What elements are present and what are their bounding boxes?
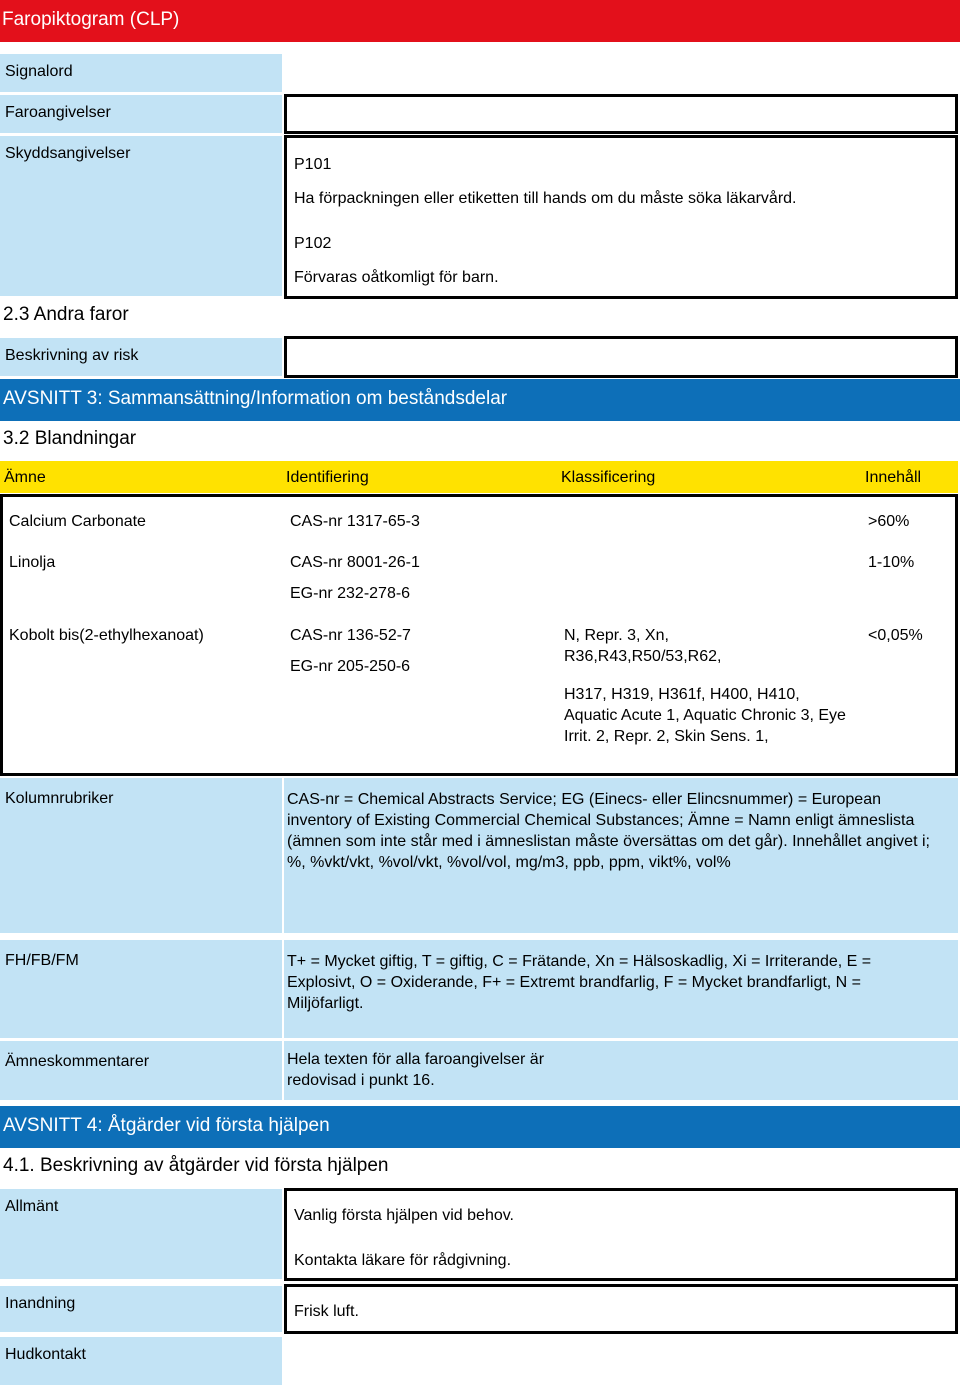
kolumnrubriker-text: CAS-nr = Chemical Abstracts Service; EG (Einecs- eller Elincsnummer) = European inventory of Existing Commercial Chemical Substances; Ämne = Namn enligt ämneslista (ämnen som inte står med i ämneslistan måste översättas om det går). Innehållet angivet i; %, %vkt/vkt, %vol/vkt, %vol/vol, mg/m3, ppb, ppm, vikt%, vol% (287, 791, 930, 871)
label-beskrivning-risk: Beskrivning av risk (0, 338, 282, 376)
label-inandning: Inandning (0, 1286, 282, 1332)
label-skyddsangivelser: Skyddsangivelser (0, 136, 282, 296)
composition-table (0, 494, 958, 776)
header-amne: Ämne (4, 469, 46, 486)
fh-text: T+ = Mycket giftig, T = giftig, C = Frätande, Xn = Hälsoskadlig, Xi = Irriterande, E = Explosivt, O = Oxiderande, F+ = Extremt brandfarlig, F = Mycket brandfarligt, N = Miljöfarligt. (287, 953, 872, 1012)
table-cell-name: Kobolt bis(2-ethylhexanoat) (9, 627, 204, 644)
value-kolumnrubriker (284, 778, 958, 933)
table-cell-id: CAS-nr 136-52-7 (290, 627, 411, 644)
label-fh-fb-fm: FH/FB/FM (0, 940, 282, 1038)
table-cell-content: <0,05% (868, 627, 923, 644)
value-allmant (284, 1188, 958, 1281)
value-fh-fb-fm (284, 940, 958, 1038)
header-klassificering: Klassificering (561, 469, 656, 486)
table-cell-id: CAS-nr 8001-26-1 (290, 554, 420, 571)
table-header (0, 461, 958, 493)
header-innehall: Innehåll (865, 469, 922, 486)
subsection-beskrivning-atgarder: 4.1. Beskrivning av åtgärder vid första hjälpen (3, 1155, 389, 1176)
allmant-line: Vanlig första hjälpen vid behov. (294, 1207, 514, 1224)
allmant-line: Kontakta läkare för rådgivning. (294, 1252, 512, 1269)
table-cell-name: Calcium Carbonate (9, 513, 146, 530)
value-faroangivelser (284, 94, 958, 134)
label-allmant: Allmänt (0, 1189, 282, 1279)
label-faroangivelser: Faroangivelser (0, 95, 282, 133)
section-title-avsnitt-4: AVSNITT 4: Åtgärder vid första hjälpen (0, 1106, 960, 1148)
value-inandning (284, 1284, 958, 1334)
subsection-blandningar: 3.2 Blandningar (3, 428, 137, 449)
p-text: Ha förpackningen eller etiketten till hands om du måste söka läkarvård. (294, 190, 797, 207)
section-title-avsnitt-3: AVSNITT 3: Sammansättning/Information om beståndsdelar (0, 379, 960, 421)
p-code: P102 (294, 235, 332, 252)
amneskommentarer-text: Hela texten för alla faroangivelser är redovisad i punkt 16. (287, 1051, 545, 1089)
table-cell-content: 1-10% (868, 554, 915, 571)
label-hudkontakt: Hudkontakt (0, 1337, 282, 1385)
section-title-faropiktogram: Faropiktogram (CLP) (0, 0, 960, 42)
value-amneskommentarer (284, 1041, 958, 1100)
table-cell-id: EG-nr 232-278-6 (290, 585, 411, 602)
table-cell-id: EG-nr 205-250-6 (290, 658, 411, 675)
table-cell-class: H317, H319, H361f, H400, H410, Aquatic Acute 1, Aquatic Chronic 3, Eye Irrit. 2, Repr. 2, Skin Sens. 1, (564, 686, 846, 745)
inandning-text: Frisk luft. (294, 1303, 359, 1320)
value-skyddsangivelser (284, 135, 958, 299)
p-code: P101 (294, 156, 332, 173)
value-beskrivning-risk (284, 336, 958, 378)
table-cell-class: N, Repr. 3, Xn, R36,R43,R50/53,R62, (564, 627, 722, 665)
p-text: Förvaras oåtkomligt för barn. (294, 269, 499, 286)
table-cell-name: Linolja (9, 554, 56, 571)
table-cell-content: >60% (868, 513, 910, 530)
table-cell-id: CAS-nr 1317-65-3 (290, 513, 420, 530)
label-signalord: Signalord (0, 54, 282, 92)
label-amneskommentarer: Ämneskommentarer (0, 1041, 282, 1100)
label-kolumnrubriker: Kolumnrubriker (0, 778, 282, 933)
header-identifiering: Identifiering (286, 469, 369, 486)
subsection-andra-faror: 2.3 Andra faror (3, 304, 129, 325)
